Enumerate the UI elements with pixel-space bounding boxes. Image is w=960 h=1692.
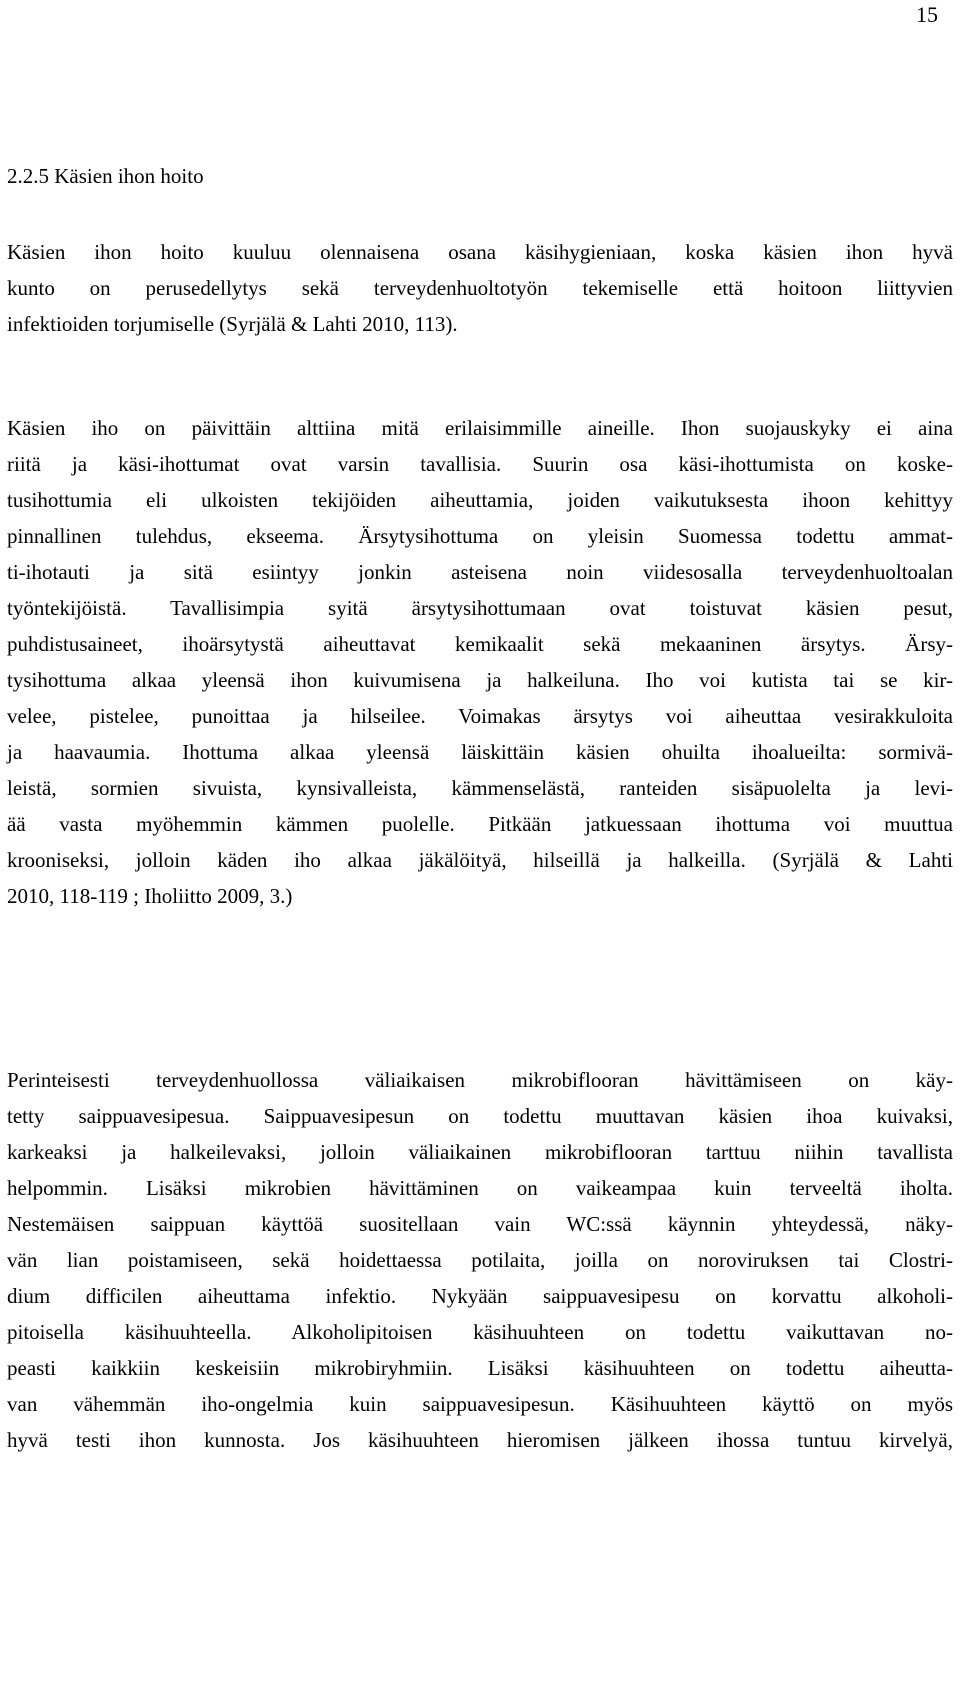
text-line: ja haavaumia. Ihottuma alkaa yleensä läiskittäin käsien ohuilta ihoalueilta: sormivä- [7,740,953,764]
text-line: helpommin. Lisäksi mikrobien hävittäminen on vaikeampaa kuin terveeltä iholta. [7,1176,953,1200]
text-line: Perinteisesti terveydenhuollossa väliaikaisen mikrobiflooran hävittämiseen on käy- [7,1068,953,1092]
page-number: 15 [916,2,938,27]
text-line: krooniseksi, jolloin käden iho alkaa jäkälöityä, hilseillä ja halkeilla. (Syrjälä & Lahti [7,848,953,872]
text-line: karkeaksi ja halkeilevaksi, jolloin väliaikainen mikrobiflooran tarttuu niihin tavallista [7,1140,953,1164]
text-line: velee, pistelee, punoittaa ja hilseilee. Voimakas ärsytys voi aiheuttaa vesirakkuloita [7,704,953,728]
paragraph [7,1062,953,1458]
text-line: Käsien ihon hoito kuuluu olennaisena osana käsihygieniaan, koska käsien ihon hyvä [7,240,953,264]
paragraph [7,410,953,914]
text-line: leistä, sormien sivuista, kynsivalleista, kämmenselästä, ranteiden sisäpuolelta ja levi- [7,776,953,800]
text-line: Nestemäisen saippuan käyttöä suositellaan vain WC:ssä käynnin yhteydessä, näky- [7,1212,953,1236]
text-line: dium difficilen aiheuttama infektio. Nykyään saippuavesipesu on korvattu alkoholi- [7,1284,953,1308]
text-line: infektioiden torjumiselle (Syrjälä & Lahti 2010, 113). [7,312,458,336]
text-line: tysihottuma alkaa yleensä ihon kuivumisena ja halkeiluna. Iho voi kutista tai se kir- [7,668,953,692]
text-line: 2010, 118-119 ; Iholiitto 2009, 3.) [7,884,293,908]
text-line: työntekijöistä. Tavallisimpia syitä ärsytysihottumaan ovat toistuvat käsien pesut, [7,596,953,620]
text-line: tusihottumia eli ulkoisten tekijöiden aiheuttamia, joiden vaikutuksesta ihoon kehittyy [7,488,953,512]
text-line: vän lian poistamiseen, sekä hoidettaessa potilaita, joilla on noroviruksen tai Clostri- [7,1248,953,1272]
text-line: peasti kaikkiin keskeisiin mikrobiryhmiin. Lisäksi käsihuuhteen on todettu aiheutta- [7,1356,953,1380]
text-line: ää vasta myöhemmin kämmen puolelle. Pitkään jatkuessaan ihottuma voi muuttua [7,812,953,836]
text-line: tetty saippuavesipesua. Saippuavesipesun on todettu muuttavan käsien ihoa kuivaksi, [7,1104,953,1128]
text-line: ti-ihotauti ja sitä esiintyy jonkin asteisena noin viidesosalla terveydenhuoltoalan [7,560,953,584]
text-line: pitoisella käsihuuhteella. Alkoholipitoisen käsihuuhteen on todettu vaikuttavan no- [7,1320,953,1344]
text-line: hyvä testi ihon kunnosta. Jos käsihuuhteen hieromisen jälkeen ihossa tuntuu kirvelyä, [7,1428,953,1452]
text-line: riitä ja käsi-ihottumat ovat varsin tavallisia. Suurin osa käsi-ihottumista on koske- [7,452,953,476]
text-line: pinnallinen tulehdus, ekseema. Ärsytysihottuma on yleisin Suomessa todettu ammat- [7,524,953,548]
text-line: Käsien iho on päivittäin alttiina mitä erilaisimmille aineille. Ihon suojauskyky ei aina [7,416,953,440]
text-line: van vähemmän iho-ongelmia kuin saippuavesipesun. Käsihuuhteen käyttö on myös [7,1392,953,1416]
section-heading: 2.2.5 Käsien ihon hoito [7,164,204,188]
paragraph [7,234,953,342]
text-line: kunto on perusedellytys sekä terveydenhuoltotyön tekemiselle että hoitoon liittyvien [7,276,953,300]
text-line: puhdistusaineet, ihoärsytystä aiheuttavat kemikaalit sekä mekaaninen ärsytys. Ärsy- [7,632,953,656]
